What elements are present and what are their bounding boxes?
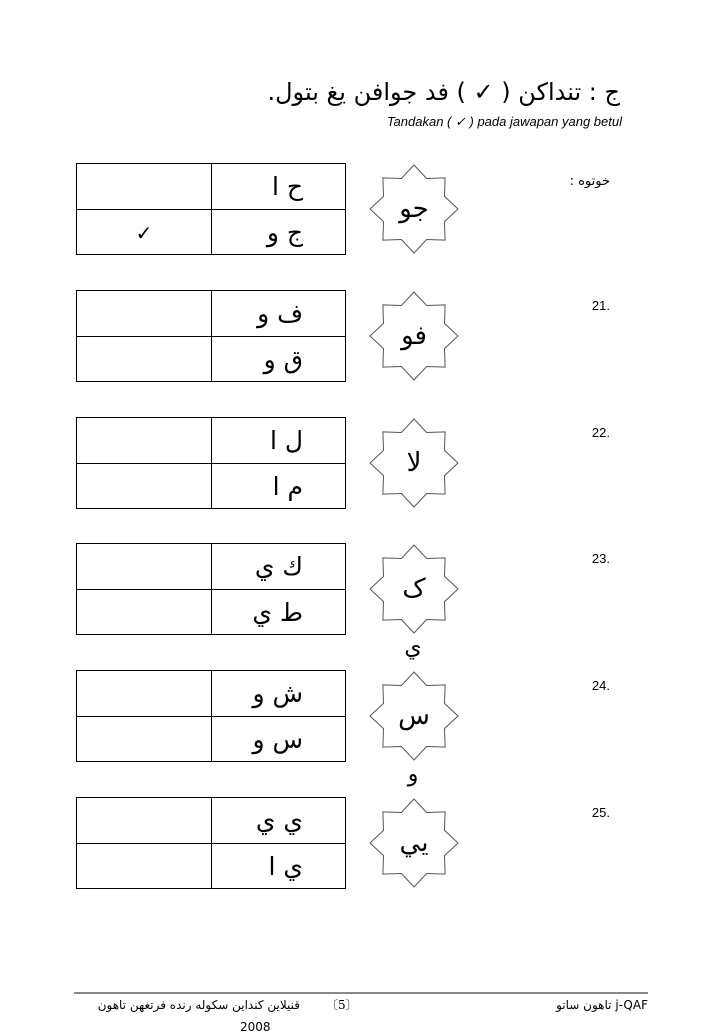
- answer-checkbox-cell[interactable]: [77, 291, 211, 337]
- option-letters: ج و: [266, 218, 303, 247]
- star-syllable: فو: [401, 321, 427, 351]
- star-overflow-letter: و: [407, 762, 419, 787]
- star-badge: [368, 417, 460, 509]
- star-badge: [368, 163, 460, 255]
- option-letters: ي ا: [268, 852, 303, 881]
- answer-checkbox-cell[interactable]: [77, 164, 211, 210]
- answer-table: [76, 417, 346, 509]
- star-badge: [368, 670, 460, 762]
- question-number: 23.: [591, 551, 610, 566]
- question-number: 22.: [591, 425, 610, 440]
- option-letters: ش و: [252, 679, 303, 708]
- question-number: 24.: [591, 678, 610, 693]
- star-badge: [368, 543, 460, 635]
- question-number: 21.: [591, 298, 610, 313]
- answer-table: [76, 670, 346, 762]
- answer-checkbox-cell[interactable]: [77, 798, 211, 844]
- answer-table: [76, 543, 346, 635]
- answer-checkbox-cell[interactable]: [77, 844, 211, 890]
- answer-checkbox-cell[interactable]: [77, 337, 211, 383]
- answer-checkbox-cell[interactable]: ✓: [135, 221, 153, 245]
- option-letters: ل ا: [269, 426, 303, 455]
- star-overflow-letter: ي: [404, 635, 422, 660]
- answer-table: [76, 797, 346, 889]
- option-letters: ك ي: [254, 552, 303, 581]
- star-syllable: ک: [402, 574, 426, 604]
- star-badge: [368, 290, 460, 382]
- star-syllable: جو: [399, 194, 429, 224]
- star-syllable: لا: [406, 448, 422, 478]
- answer-checkbox-cell[interactable]: [77, 671, 211, 717]
- footer-divider: [74, 992, 648, 994]
- answer-checkbox-cell[interactable]: [77, 544, 211, 590]
- instruction-arabic: ج : تنداكن ( ✓ ) فد جوافن يغ بتول.: [267, 78, 620, 106]
- answer-checkbox-cell[interactable]: [77, 717, 211, 763]
- instruction-english: Tandakan ( ✓ ) pada jawapan yang betul: [386, 114, 622, 129]
- answer-checkbox-cell[interactable]: [77, 590, 211, 636]
- star-syllable: س: [398, 701, 430, 731]
- star-syllable: يي: [399, 828, 429, 858]
- option-letters: ق و: [263, 345, 303, 374]
- question-number: خوتوه :: [569, 174, 610, 189]
- option-letters: س و: [252, 725, 303, 754]
- option-letters: ح ا: [271, 172, 303, 201]
- footer-subject: تاهون ساتو j-QAF: [556, 998, 648, 1012]
- option-letters: ي ي: [255, 806, 303, 835]
- star-badge: [368, 797, 460, 889]
- option-letters: م ا: [272, 472, 303, 501]
- footer-year: 2008: [240, 1020, 271, 1034]
- option-letters: ط ي: [252, 598, 303, 627]
- option-letters: ف و: [257, 299, 303, 328]
- answer-table: [76, 163, 346, 255]
- page-number: 〔5〕: [326, 998, 358, 1012]
- answer-checkbox-cell[interactable]: [77, 464, 211, 510]
- footer-title: قنيلاين كنداين سكوله رنده فرتغهن تاهون: [97, 998, 300, 1012]
- answer-table: [76, 290, 346, 382]
- answer-checkbox-cell[interactable]: [77, 418, 211, 464]
- question-number: 25.: [591, 805, 610, 820]
